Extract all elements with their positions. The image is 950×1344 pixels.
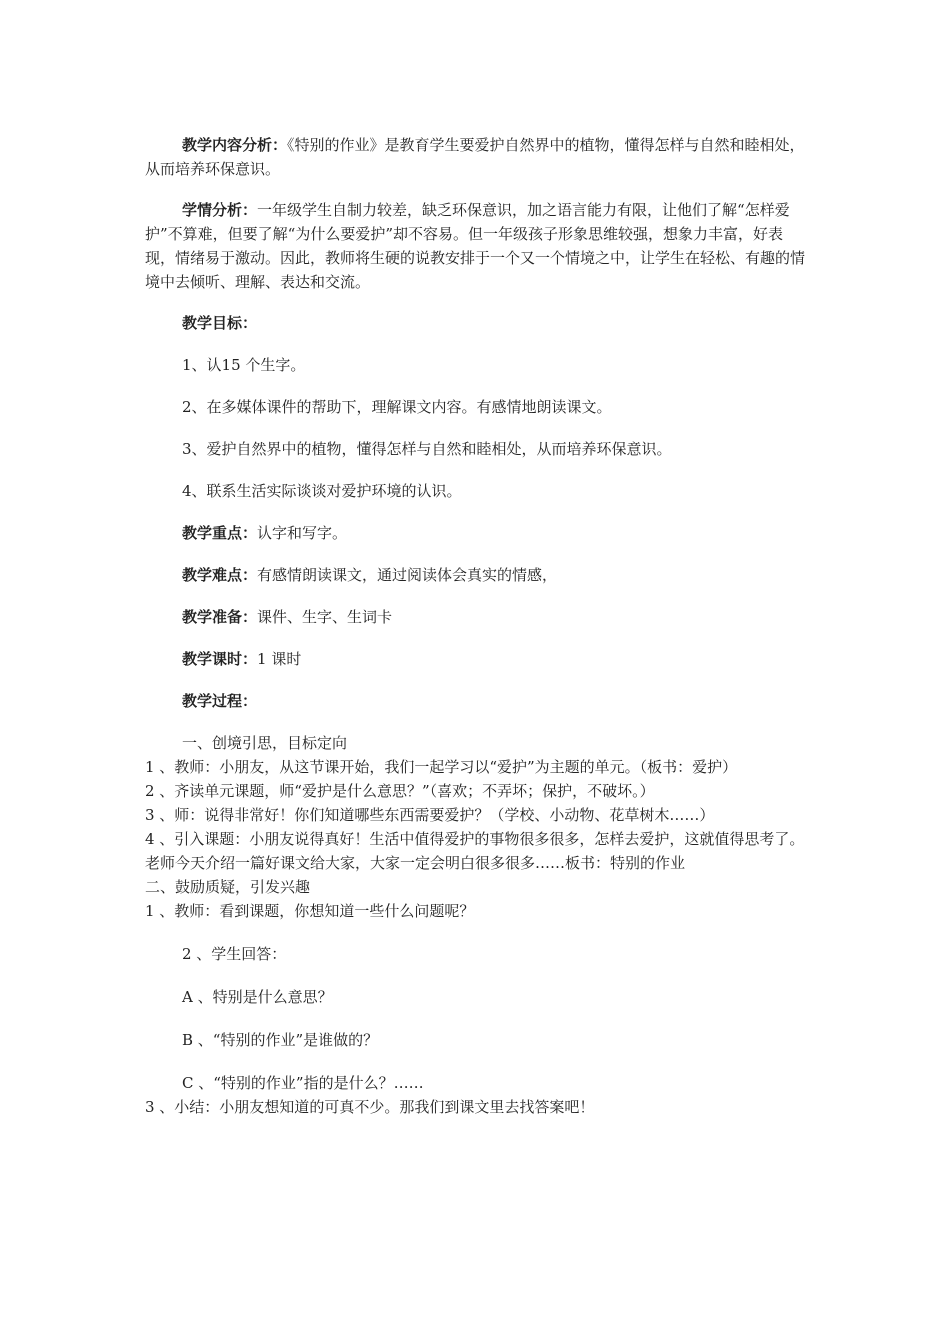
class-hours-label: 教学课时： <box>182 650 258 668</box>
section-1-item: 4 、引入课题：小朋友说得真好！生活中值得爱护的事物很多很多，怎样去爱护，这就值得思考了。老师今天介绍一篇好课文给大家，大家一定会明白很多很多……板书：特别的作业 <box>145 830 805 872</box>
section-1-item: 1 、教师：小朋友，从这节课开始，我们一起学习以“爱护”为主题的单元。（板书：爱护） <box>145 758 738 776</box>
key-point-text: 认字和写字。 <box>257 524 348 542</box>
goals-heading <box>145 311 805 335</box>
difficulty-line <box>145 563 805 587</box>
section-2-item: 1 、教师：看到课题，你想知道一些什么问题呢？ <box>145 902 475 920</box>
section-1-item: 3 、师：说得非常好！你们知道哪些东西需要爱护？（学校、小动物、花草树木……） <box>145 806 715 824</box>
class-hours-line <box>145 647 805 671</box>
learner-analysis-text: 一年级学生自制力较差，缺乏环保意识，加之语言能力有限，让他们了解“怎样爱护”不算难，但要了解“为什么要爱护”却不容易。但一年级孩子形象思维较强，想象力丰富，好表现，情绪易于激动。因此，教师将生硬的说教安排于一个又一个情境之中，让学生在轻松、有趣的情境中去倾听、理解、表达和交流。 <box>145 201 806 291</box>
goal-item: 3、爱护自然界中的植物，懂得怎样与自然和睦相处，从而培养环保意识。 <box>182 440 672 458</box>
section-1-title: 一、创境引思，目标定向 <box>182 734 348 752</box>
process-heading <box>145 689 805 713</box>
learner-analysis-label: 学情分析： <box>182 201 258 219</box>
key-point-label: 教学重点： <box>182 524 258 542</box>
document-body <box>145 133 805 1119</box>
section-2-title: 二、鼓励质疑，引发兴趣 <box>145 878 311 896</box>
process-label: 教学过程： <box>182 692 258 710</box>
process-section-1 <box>145 731 805 923</box>
goal-item: 2、在多媒体课件的帮助下，理解课文内容。有感情地朗读课文。 <box>182 398 612 416</box>
content-analysis-label: 教学内容分析： <box>182 136 288 154</box>
difficulty-text: 有感情朗读课文，通过阅读体会真实的情感， <box>257 566 558 584</box>
answer-item: B 、“特别的作业”是谁做的？ <box>182 1031 379 1049</box>
answer-item: C 、“特别的作业”指的是什么？…… <box>182 1074 424 1092</box>
difficulty-label: 教学难点： <box>182 566 258 584</box>
answer-item: A 、特别是什么意思？ <box>182 988 333 1006</box>
content-analysis-text: 《特别的作业》是教育学生要爱护自然界中的植物，懂得怎样与自然和睦相处，从而培养环保意识。 <box>145 136 805 178</box>
section-2-item: 3 、小结：小朋友想知道的可真不少。那我们到课文里去找答案吧！ <box>145 1098 595 1116</box>
section-1-item: 2 、齐读单元课题，师“爱护是什么意思？”（喜欢；不弄坏；保护，不破坏。） <box>145 782 655 800</box>
preparation-text: 课件、生字、生词卡 <box>257 608 393 626</box>
goal-item: 4、联系生活实际谈谈对爱护环境的认识。 <box>182 482 462 500</box>
class-hours-text: 1 课时 <box>257 650 302 668</box>
learner-analysis-paragraph <box>145 198 805 294</box>
section-2-item: 2 、学生回答： <box>182 945 287 963</box>
preparation-line <box>145 605 805 629</box>
content-analysis-paragraph <box>145 133 805 181</box>
key-point-line <box>145 521 805 545</box>
goals-label: 教学目标： <box>182 314 258 332</box>
goal-item: 1、认15 个生字。 <box>182 356 306 374</box>
preparation-label: 教学准备： <box>182 608 258 626</box>
